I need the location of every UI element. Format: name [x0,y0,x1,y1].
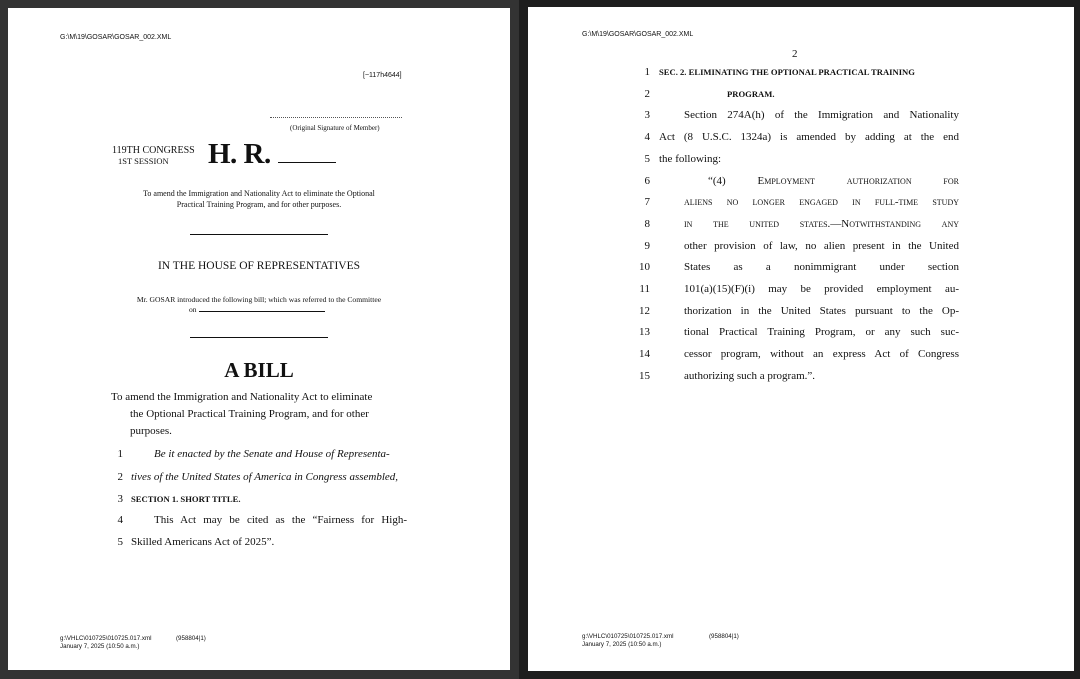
line-number: 13 [639,326,650,338]
committee-blank [199,311,325,312]
purpose-line-1: To amend the Immigration and Nationality Act to eliminate the Optional [143,189,375,198]
bill-title: A BILL [224,358,294,382]
bill-number-blank [278,162,336,163]
footer-code: (958804|1) [709,633,739,640]
body-line: 101(a)(15)(F)(i) may be provided employment au- [684,283,959,295]
line-number: 15 [639,370,650,382]
body-line: the following: [659,153,722,165]
signature-label: (Original Signature of Member) [290,124,380,132]
line-number: 2 [644,88,650,100]
draft-id: [~117h4644] [363,72,402,79]
divider [190,234,328,235]
body-line: States as a nonimmigrant under section [684,261,959,273]
section-heading: SEC. 2. ELIMINATING THE OPTIONAL PRACTICAL TRAINING [659,67,915,77]
footer-date: January 7, 2025 (10:50 a.m.) [582,641,662,648]
purpose-line-2: Practical Training Program, and for other purposes. [176,200,342,209]
line-number: 3 [117,493,123,505]
body-line: other provision of law, no alien present in the United [684,240,959,252]
body-line: cessor program, without an express Act of Congress [684,348,959,360]
body-line: authorizing such a program.”. [684,370,816,382]
subsection-heading: “(4) Employment authorization for [708,175,959,187]
long-title-line-3: purposes. [130,425,172,437]
bill-number [208,138,336,171]
line-number: 14 [639,348,650,360]
footer-code: (958804|1) [176,635,206,642]
body-line: Section 274A(h) of the Immigration and Nationality [684,109,959,121]
subsection-heading-cont: aliens no longer engaged in full-time study [684,196,959,208]
line-number: 9 [644,240,650,252]
session-label: 1ST SESSION [118,156,169,166]
congress-label: 119TH CONGRESS [112,145,195,156]
line-number: 11 [639,283,650,295]
section-heading-cont: PROGRAM. [727,89,775,99]
short-title-line-2: Skilled Americans Act of 2025”. [131,536,275,548]
long-title-line-1: To amend the Immigration and Nationality Act to eliminate [111,391,373,403]
subsection-heading-cont: in the united states.—Notwithstanding any [684,218,959,230]
long-title-line-2: the Optional Practical Training Program, and for other [130,408,369,420]
body-line: tional Practical Training Program, or any such suc- [684,326,959,338]
bill-prefix: H. R. [208,138,271,170]
footer-path: g:\VHLC\010725\010725.017.xml [582,633,674,640]
intro-on: on [189,305,197,314]
line-number: 10 [639,261,650,273]
intro-line-1: Mr. GOSAR introduced the following bill; which was referred to the Committee [136,295,382,304]
line-number: 4 [644,131,650,143]
short-title-line-1: This Act may be cited as the “Fairness for High- [154,514,407,526]
file-path: G:\M\19\GOSAR\GOSAR_002.XML [582,31,694,38]
line-number: 1 [644,66,650,78]
section-heading: SECTION 1. SHORT TITLE. [131,494,241,504]
body-line: thorization in the United States pursuant to the Op- [684,305,959,317]
body-line: Act (8 U.S.C. 1324a) is amended by adding at the end [659,131,959,143]
page-number: 2 [792,48,798,60]
enacting-clause-line-1: Be it enacted by the Senate and House of Representa- [154,448,390,460]
line-number: 7 [644,196,650,208]
line-number: 2 [117,471,123,483]
line-number: 5 [117,536,123,548]
signature-line [270,117,402,118]
line-number: 6 [644,175,650,187]
line-number: 3 [644,109,650,121]
line-number: 1 [117,448,123,460]
line-number: 4 [117,514,123,526]
document-page-2 [528,7,1074,671]
footer-path: g:\VHLC\010725\010725.017.xml [60,635,152,642]
line-number: 8 [644,218,650,230]
file-path: G:\M\19\GOSAR\GOSAR_002.XML [60,34,172,41]
footer-date: January 7, 2025 (10:50 a.m.) [60,643,140,650]
house-heading: IN THE HOUSE OF REPRESENTATIVES [157,260,361,272]
divider [190,337,328,338]
enacting-clause-line-2: tives of the United States of America in Congress assembled, [131,471,399,483]
document-page-1 [8,8,510,670]
intro-line-2 [189,305,325,314]
line-number: 5 [644,153,650,165]
line-number: 12 [639,305,650,317]
